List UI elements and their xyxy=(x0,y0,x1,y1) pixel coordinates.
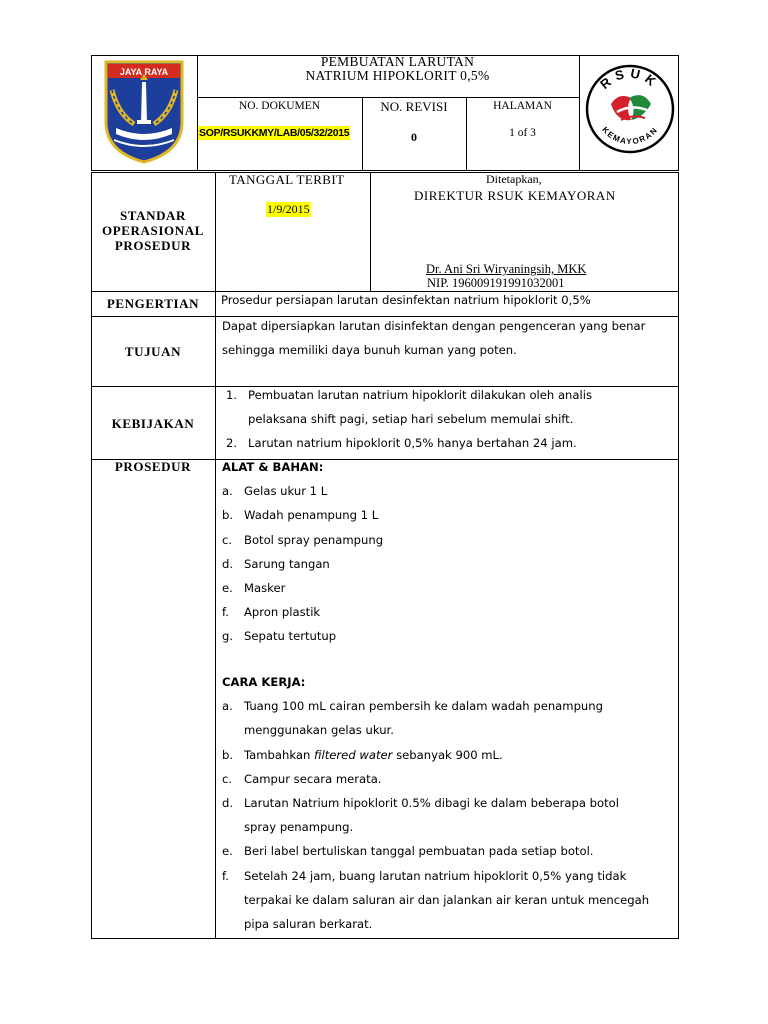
sop-title-line-3: PROSEDUR xyxy=(114,238,192,253)
list-item: 1. Pembuatan larutan natrium hipoklorit dilakukan oleh analis xyxy=(226,388,592,402)
list-item-continuation: spray penampung. xyxy=(244,820,354,835)
list-item: c. Campur secara merata. xyxy=(222,771,382,786)
list-item-continuation: pipa saluran berkarat. xyxy=(244,916,373,931)
list-item: 2. Larutan natrium hipoklorit 0,5% hanya bertahan 24 jam. xyxy=(226,436,577,451)
sop-title xyxy=(91,208,215,253)
tujuan-text xyxy=(222,314,645,362)
revision-value: 0 xyxy=(411,130,417,144)
list-item: c. Botol spray penampung xyxy=(222,532,384,547)
pengertian-label: PENGERTIAN xyxy=(106,296,200,311)
list-item: d. Larutan Natrium hipoklorit 0.5% dibagi ke dalam beberapa botol xyxy=(222,795,619,810)
list-item: a. Tuang 100 mL cairan pembersih ke dalam wadah penampung xyxy=(222,699,603,714)
issue-date-label: TANGGAL TERBIT xyxy=(229,172,345,187)
rsuk-kemayoran-logo xyxy=(585,64,675,154)
filtered-water-emphasis: filtered water xyxy=(314,747,393,762)
list-item: d. Sarung tangan xyxy=(222,556,330,571)
rsuk-logo-top-text: RSUK xyxy=(597,65,663,92)
tujuan-line-1: Dapat dipersiapkan larutan disinfektan dengan pengenceran yang benar xyxy=(222,319,646,333)
kebijakan-list xyxy=(226,383,592,456)
tujuan-label: TUJUAN xyxy=(124,344,182,359)
director-title: DIREKTUR RSUK KEMAYORAN xyxy=(414,188,616,203)
kebijakan-label: KEBIJAKAN xyxy=(111,416,195,431)
title-line-2: NATRIUM HIPOKLORIT 0,5% xyxy=(305,68,490,83)
cara-kerja-list xyxy=(222,670,649,936)
sop-title-line-2: OPERASIONAL xyxy=(102,223,204,238)
pengertian-text: Prosedur persiapan larutan desinfektan natrium hipoklorit 0,5% xyxy=(221,293,591,307)
list-item: g. Sepatu tertutup xyxy=(222,629,337,644)
alat-bahan-heading: ALAT & BAHAN: xyxy=(222,460,324,474)
sop-title-line-1: STANDAR xyxy=(119,208,187,223)
list-item: a. Gelas ukur 1 L xyxy=(222,484,328,499)
rsuk-logo-bottom-text: KEMAYORAN xyxy=(600,125,660,147)
list-item-continuation: pelaksana shift pagi, setiap hari sebelum memulai shift. xyxy=(248,412,574,427)
doc-number-value: SOP/RSUKKMY/LAB/05/32/2015 xyxy=(199,127,350,139)
title-line-1: PEMBUATAN LARUTAN xyxy=(320,54,475,69)
director-nip: NIP. 196009191991032001 xyxy=(427,276,565,290)
jaya-raya-logo-text: JAYA RAYA xyxy=(119,67,169,77)
jaya-raya-shield-logo xyxy=(104,60,184,164)
document-title xyxy=(215,55,580,83)
revision-label: NO. REVISI xyxy=(380,99,448,114)
issue-date-value: 1/9/2015 xyxy=(267,202,310,216)
cara-kerja-heading: CARA KERJA: xyxy=(222,675,306,689)
list-item-continuation: terpakai ke dalam saluran air dan jalankan air keran untuk mencegah xyxy=(244,892,650,907)
director-name: Dr. Ani Sri Wiryaningsih, MKK xyxy=(426,262,587,276)
list-item: b. Tambahkan filtered water sebanyak 900 mL. xyxy=(222,747,503,762)
doc-number-label: NO. DOKUMEN xyxy=(238,100,321,112)
alat-bahan-list xyxy=(222,455,384,649)
list-item-continuation: menggunakan gelas ukur. xyxy=(244,723,394,738)
list-item: b. Wadah penampung 1 L xyxy=(222,508,379,523)
page-value: 1 of 3 xyxy=(509,127,536,139)
list-item: e. Beri label bertuliskan tanggal pembuatan pada setiap botol. xyxy=(222,844,594,859)
page-label: HALAMAN xyxy=(493,100,552,112)
prosedur-label: PROSEDUR xyxy=(114,459,192,474)
list-item: f. Apron plastik xyxy=(222,605,321,620)
list-item: e. Masker xyxy=(222,580,286,595)
set-by-label: Ditetapkan, xyxy=(486,172,542,186)
tujuan-line-2: sehingga memiliki daya bunuh kuman yang poten. xyxy=(222,343,517,357)
list-item: f. Setelah 24 jam, buang larutan natrium hipoklorit 0,5% yang tidak xyxy=(222,868,627,883)
